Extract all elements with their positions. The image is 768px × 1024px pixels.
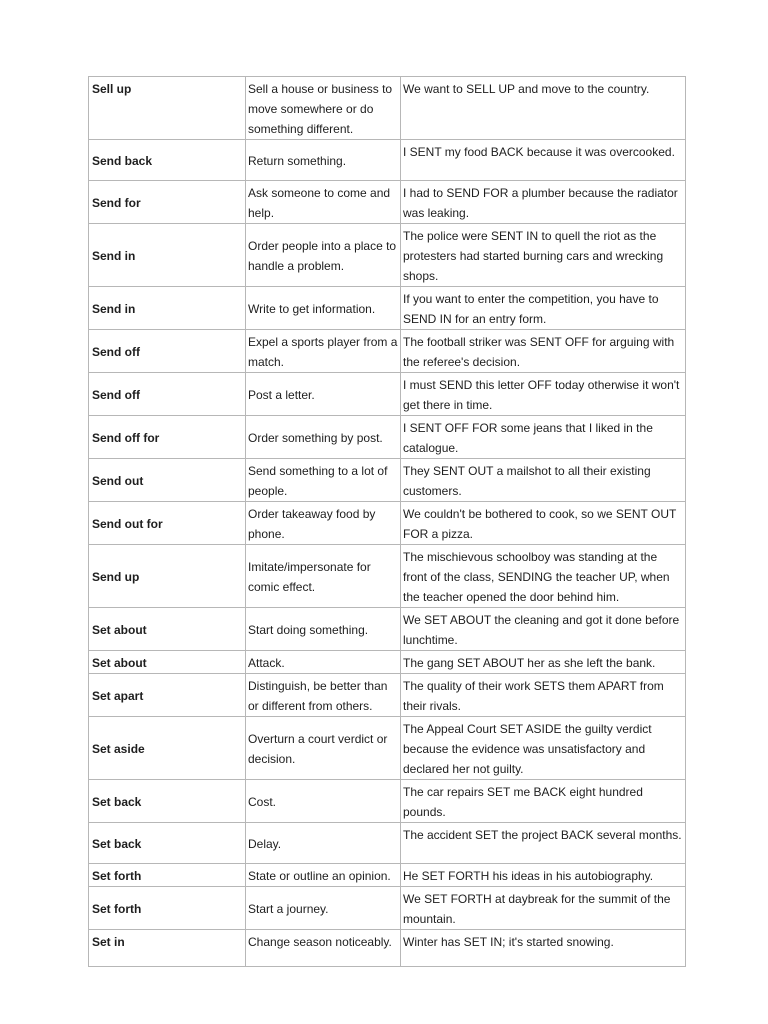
table-row — [89, 416, 686, 459]
verb-cell: Send out for — [89, 502, 246, 545]
table-row — [89, 674, 686, 717]
verb-cell: Set about — [89, 651, 246, 674]
verb-cell: Set apart — [89, 674, 246, 717]
verb-cell: Send in — [89, 224, 246, 287]
example-cell: I SENT OFF FOR some jeans that I liked in the catalogue. — [401, 416, 686, 459]
verb-cell: Send off — [89, 330, 246, 373]
meaning-cell: Order takeaway food by phone. — [246, 502, 401, 545]
verb-cell: Send off — [89, 373, 246, 416]
example-cell: We couldn't be bothered to cook, so we SENT OUT FOR a pizza. — [401, 502, 686, 545]
table-row — [89, 140, 686, 181]
verb-cell: Send up — [89, 545, 246, 608]
example-cell: The Appeal Court SET ASIDE the guilty verdict because the evidence was unsatisfactory and declared her not guilty. — [401, 717, 686, 780]
table-row — [89, 459, 686, 502]
table-row — [89, 930, 686, 967]
meaning-cell: Start doing something. — [246, 608, 401, 651]
example-cell: I had to SEND FOR a plumber because the radiator was leaking. — [401, 181, 686, 224]
verb-cell: Set in — [89, 930, 246, 967]
meaning-cell: Sell a house or business to move somewhere or do something different. — [246, 77, 401, 140]
table-row — [89, 330, 686, 373]
table-row — [89, 608, 686, 651]
meaning-cell: Order something by post. — [246, 416, 401, 459]
example-cell: I must SEND this letter OFF today otherwise it won't get there in time. — [401, 373, 686, 416]
table-row — [89, 224, 686, 287]
verb-cell: Set about — [89, 608, 246, 651]
table-row — [89, 373, 686, 416]
verb-cell: Set aside — [89, 717, 246, 780]
meaning-cell: Ask someone to come and help. — [246, 181, 401, 224]
verb-cell: Send out — [89, 459, 246, 502]
example-cell: The car repairs SET me BACK eight hundred pounds. — [401, 780, 686, 823]
example-cell: They SENT OUT a mailshot to all their existing customers. — [401, 459, 686, 502]
meaning-cell: Change season noticeably. — [246, 930, 401, 967]
meaning-cell: Cost. — [246, 780, 401, 823]
verb-cell: Sell up — [89, 77, 246, 140]
verb-cell: Send back — [89, 140, 246, 181]
meaning-cell: State or outline an opinion. — [246, 864, 401, 887]
table-row — [89, 864, 686, 887]
table-row — [89, 887, 686, 930]
table-row — [89, 287, 686, 330]
meaning-cell: Overturn a court verdict or decision. — [246, 717, 401, 780]
meaning-cell: Delay. — [246, 823, 401, 864]
meaning-cell: Order people into a place to handle a problem. — [246, 224, 401, 287]
meaning-cell: Imitate/impersonate for comic effect. — [246, 545, 401, 608]
meaning-cell: Distinguish, be better than or different from others. — [246, 674, 401, 717]
verb-cell: Set back — [89, 823, 246, 864]
table-row — [89, 545, 686, 608]
verb-cell: Send for — [89, 181, 246, 224]
meaning-cell: Post a letter. — [246, 373, 401, 416]
table-row — [89, 77, 686, 140]
phrasal-verb-table — [88, 76, 686, 967]
example-cell: We SET ABOUT the cleaning and got it done before lunchtime. — [401, 608, 686, 651]
example-cell: If you want to enter the competition, you have to SEND IN for an entry form. — [401, 287, 686, 330]
table-row — [89, 651, 686, 674]
table-row — [89, 181, 686, 224]
example-cell: We SET FORTH at daybreak for the summit of the mountain. — [401, 887, 686, 930]
meaning-cell: Attack. — [246, 651, 401, 674]
example-cell: We want to SELL UP and move to the country. — [401, 77, 686, 140]
example-cell: The gang SET ABOUT her as she left the bank. — [401, 651, 686, 674]
example-cell: The mischievous schoolboy was standing at the front of the class, SENDING the teacher UP, when the teacher opened the door behind him. — [401, 545, 686, 608]
example-cell: I SENT my food BACK because it was overcooked. — [401, 140, 686, 181]
example-cell: The football striker was SENT OFF for arguing with the referee's decision. — [401, 330, 686, 373]
example-cell: He SET FORTH his ideas in his autobiography. — [401, 864, 686, 887]
table-row — [89, 823, 686, 864]
example-cell: The police were SENT IN to quell the riot as the protesters had started burning cars and wrecking shops. — [401, 224, 686, 287]
example-cell: Winter has SET IN; it's started snowing. — [401, 930, 686, 967]
meaning-cell: Expel a sports player from a match. — [246, 330, 401, 373]
table-row — [89, 717, 686, 780]
verb-cell: Set back — [89, 780, 246, 823]
meaning-cell: Send something to a lot of people. — [246, 459, 401, 502]
example-cell: The quality of their work SETS them APART from their rivals. — [401, 674, 686, 717]
example-cell: The accident SET the project BACK several months. — [401, 823, 686, 864]
meaning-cell: Return something. — [246, 140, 401, 181]
table-row — [89, 780, 686, 823]
table-row — [89, 502, 686, 545]
verb-cell: Send off for — [89, 416, 246, 459]
verb-cell: Set forth — [89, 887, 246, 930]
meaning-cell: Write to get information. — [246, 287, 401, 330]
verb-cell: Send in — [89, 287, 246, 330]
meaning-cell: Start a journey. — [246, 887, 401, 930]
verb-cell: Set forth — [89, 864, 246, 887]
